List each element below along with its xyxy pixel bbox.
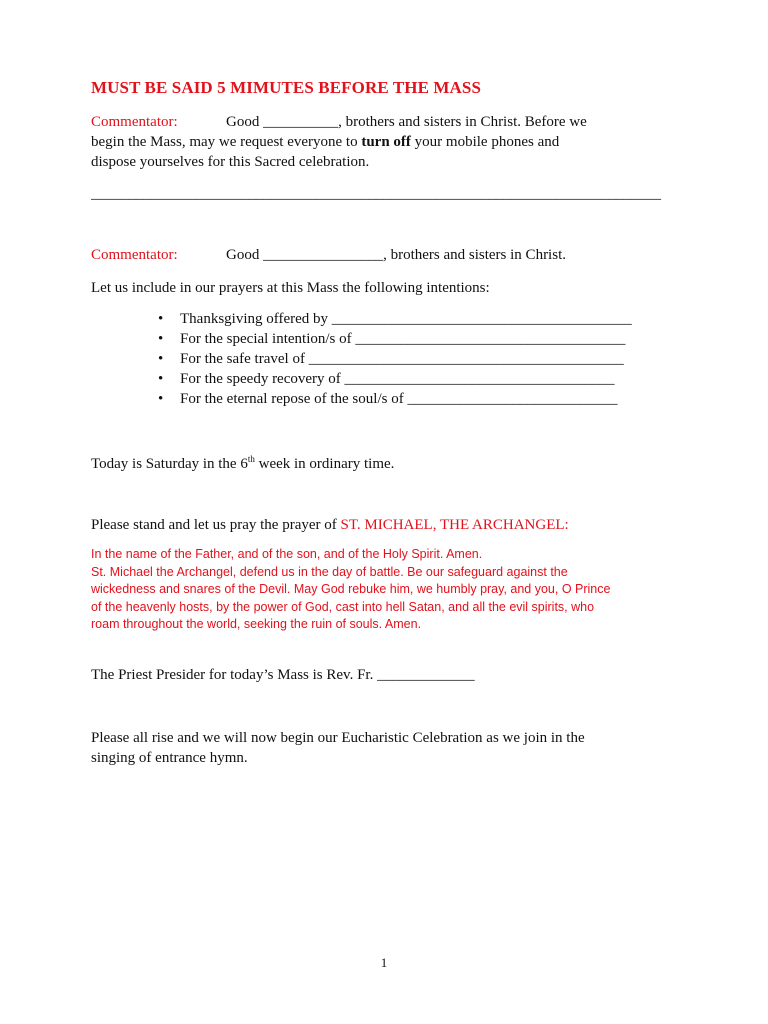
liturgical-day	[91, 454, 394, 474]
presider-announcement: The Priest Presider for today’s Mass is Rev. Fr. _____________	[91, 667, 475, 683]
list-item	[158, 349, 632, 369]
second-announcement	[91, 245, 566, 265]
ordinal-suffix: th	[247, 454, 255, 464]
bullet-icon: •	[158, 391, 164, 407]
intentions-list	[158, 309, 632, 409]
bullet-icon: •	[158, 331, 164, 347]
first-announcement	[91, 112, 671, 172]
invitation-text: Please stand and let us pray the prayer of	[91, 517, 341, 533]
prayer-line: of the heavenly hosts, by the power of God, cast into hell Satan, and all the evil spirits, who	[91, 599, 595, 614]
line-text: your mobile phones and	[410, 134, 560, 150]
first-announcement-line-3: dispose yourselves for this Sacred celebration.	[91, 154, 370, 170]
list-item	[158, 369, 632, 389]
intention-text: For the speedy recovery of ____________________________________	[180, 371, 615, 387]
day-text: week in ordinary time.	[254, 456, 395, 472]
closing-announcement	[91, 728, 691, 768]
intention-text: Thanksgiving offered by ________________________________________	[180, 311, 632, 327]
list-item	[158, 309, 632, 329]
greeting-text: Good __________, brothers and sisters in Christ. Before we	[226, 114, 587, 130]
greeting-text: Good ________________, brothers and sisters in Christ.	[226, 247, 566, 263]
prayer-line: St. Michael the Archangel, defend us in the day of battle. Be our safeguard against the	[91, 564, 568, 579]
line-text: begin the Mass, may we request everyone to	[91, 134, 362, 150]
speaker-label: Commentator:	[91, 247, 178, 263]
intention-text: For the safe travel of __________________________________________	[180, 351, 624, 367]
intention-text: For the special intention/s of ____________________________________	[180, 331, 626, 347]
prayer-invitation	[91, 515, 569, 535]
prayer-line: wickedness and snares of the Devil. May God rebuke him, we humbly pray, and you, O Prince	[91, 582, 611, 596]
st-michael-prayer	[91, 546, 691, 634]
day-text: Today is Saturday in the 6	[91, 456, 248, 472]
turn-off-emphasis: turn off	[361, 134, 411, 150]
intentions-intro: Let us include in our prayers at this Mass the following intentions:	[91, 280, 490, 296]
first-announcement-line-1	[91, 112, 671, 132]
prayer-line: In the name of the Father, and of the son, and of the Holy Spirit. Amen.	[91, 547, 483, 561]
speaker-label: Commentator:	[91, 114, 178, 130]
separator-line: ____________________________________________________________________________	[91, 186, 661, 202]
bullet-icon: •	[158, 311, 164, 327]
list-item	[158, 329, 632, 349]
closing-line: singing of entrance hymn.	[91, 750, 248, 766]
prayer-line: roam throughout the world, seeking the ruin of souls. Amen.	[91, 617, 422, 631]
bullet-icon: •	[158, 351, 164, 367]
list-item	[158, 389, 632, 409]
intention-text: For the eternal repose of the soul/s of ____________________________	[180, 391, 618, 407]
page-title: MUST BE SAID 5 MIMUTES BEFORE THE MASS	[91, 78, 482, 97]
bullet-icon: •	[158, 371, 164, 387]
page-number: 1	[380, 955, 388, 970]
prayer-name: ST. MICHAEL, THE ARCHANGEL:	[340, 517, 569, 533]
closing-line: Please all rise and we will now begin our Eucharistic Celebration as we join in the	[91, 730, 585, 746]
first-announcement-line-2	[91, 132, 671, 152]
